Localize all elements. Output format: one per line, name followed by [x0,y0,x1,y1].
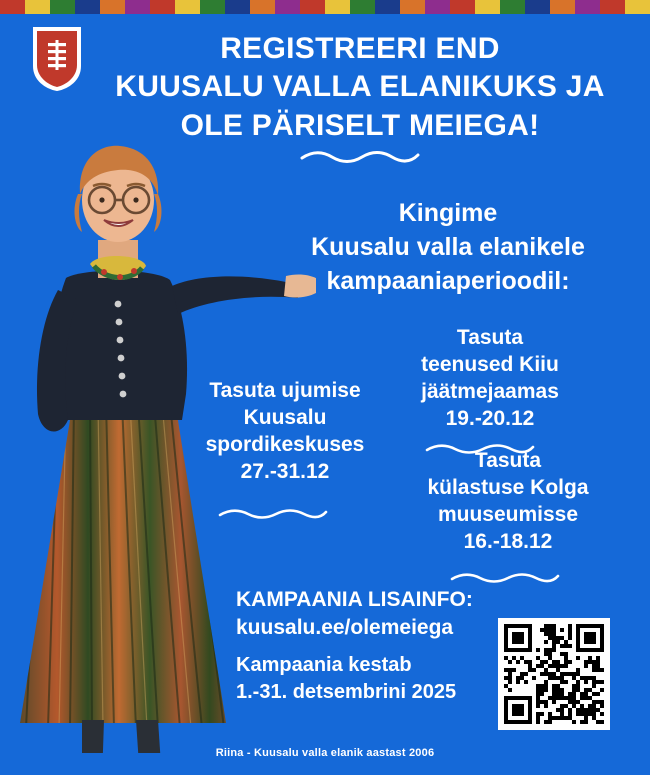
offer-waste-line-2: teenused Kiiu [421,352,559,376]
coat-of-arms-icon [32,26,82,92]
photo-caption: Riina - Kuusalu valla elanik aastast 2006 [215,747,435,759]
stripe-segment [175,0,200,14]
stripe-segment [75,0,100,14]
headline-line-3: OLE PÄRISELT MEIEGA! [180,108,540,142]
qr-code-modules [504,624,604,724]
offer-museum-line-2: külastuse Kolga [427,475,589,499]
decorative-stripe-band [0,0,650,14]
stripe-segment [400,0,425,14]
offer-museum-line-3: muuseumisse [437,502,579,526]
stripe-segment [600,0,625,14]
stripe-segment [50,0,75,14]
campaign-info-url[interactable]: kuusalu.ee/olemeiega [236,616,454,640]
squiggle-underline-swimming [218,506,328,520]
stripe-segment [350,0,375,14]
stripe-segment [250,0,275,14]
offer-museum-dates: 16.-18.12 [463,529,553,553]
stripe-segment [450,0,475,14]
stripe-segment [525,0,550,14]
stripe-segment [125,0,150,14]
stripe-segment [25,0,50,14]
stripe-segment [150,0,175,14]
stripe-segment [225,0,250,14]
poster-headline [92,30,628,145]
gift-intro-line-2: Kuusalu valla elanikele [311,233,585,261]
squiggle-underline-museum [450,570,560,584]
offer-waste-dates: 19.-20.12 [445,406,535,430]
offer-museum [408,448,608,556]
qr-code-icon[interactable] [498,618,610,730]
offer-swimming-line-2: Kuusalu [243,405,327,429]
stripe-segment [300,0,325,14]
stripe-segment [375,0,400,14]
gift-intro-line-1: Kingime [398,199,498,227]
stripe-segment [275,0,300,14]
campaign-info-block [236,586,473,642]
stripe-segment [625,0,650,14]
campaign-duration-block [236,652,456,706]
offer-waste-line-1: Tasuta [456,326,524,349]
stripe-segment [325,0,350,14]
offer-waste-station [390,325,590,433]
stripe-segment [0,0,25,14]
stripe-segment [475,0,500,14]
campaign-duration-line-2: 1.-31. detsembrini 2025 [236,680,457,703]
offer-swimming-dates: 27.-31.12 [240,459,330,483]
offer-museum-line-1: Tasuta [474,449,542,472]
stripe-segment [500,0,525,14]
gift-intro-line-3: kampaaniaperioodil: [326,267,570,295]
headline-line-2: KUUSALU VALLA ELANIKUKS JA [115,70,605,104]
headline-line-1: REGISTREERI END [220,32,500,65]
gift-intro-block [258,196,638,298]
squiggle-underline-headline [300,148,420,164]
stripe-segment [550,0,575,14]
stripe-segment [575,0,600,14]
offer-swimming [180,378,390,486]
stripe-segment [100,0,125,14]
offer-waste-line-3: jäätmejaamas [421,379,559,403]
offer-swimming-line-1: Tasuta ujumise [209,379,361,402]
campaign-duration-line-1: Kampaania kestab [236,654,412,676]
offer-swimming-line-3: spordikeskuses [205,432,365,456]
campaign-info-label: KAMPAANIA LISAINFO: [236,588,473,611]
stripe-segment [200,0,225,14]
stripe-segment [425,0,450,14]
